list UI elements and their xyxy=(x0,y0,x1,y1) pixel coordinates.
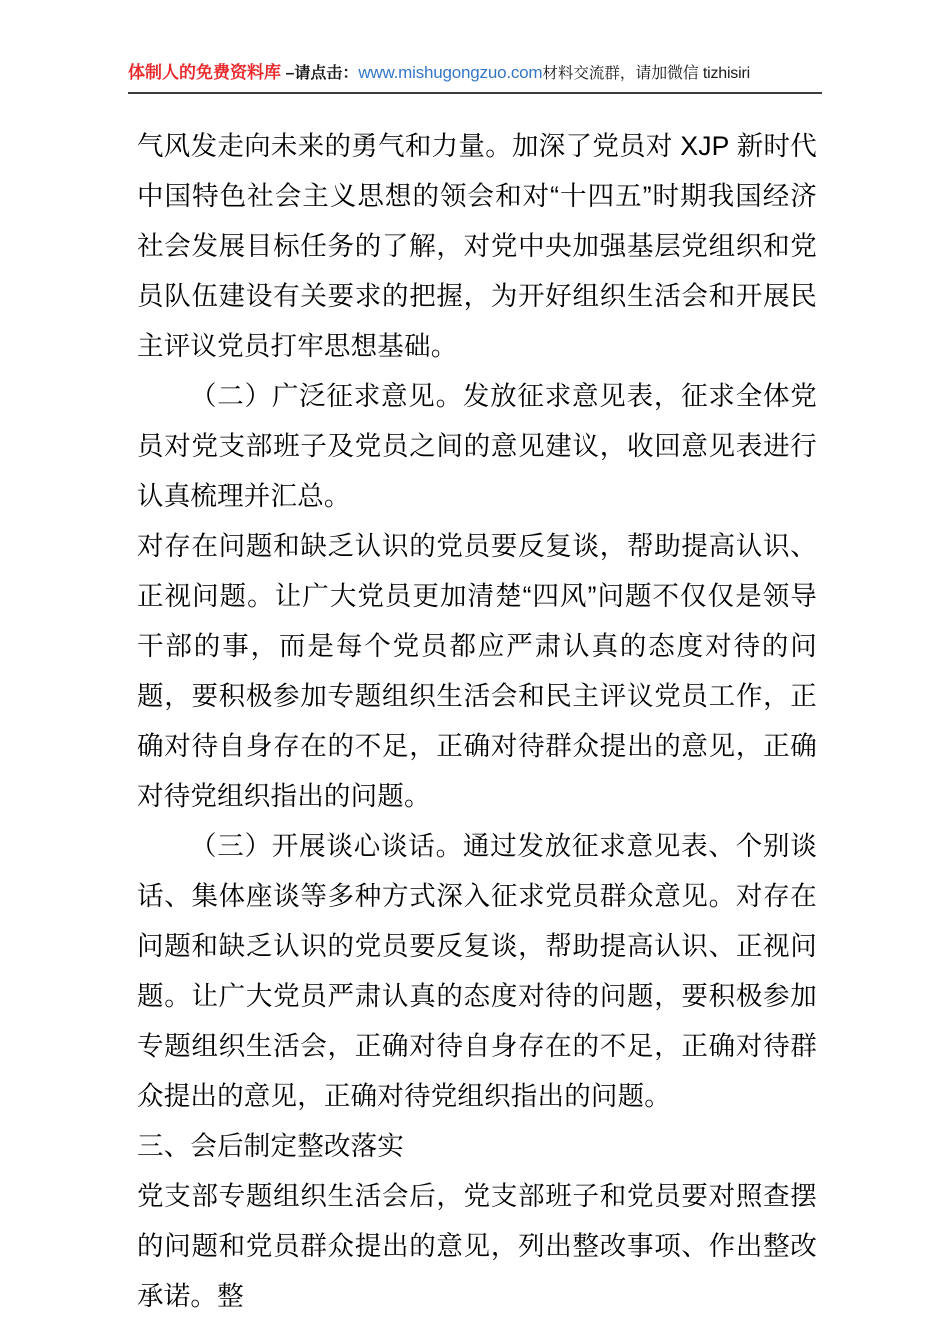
body-paragraph: （二）广泛征求意见。发放征求意见表，征求全体党员对党支部班子及党员之间的意见建议，收回意见表进行认真梳理并汇总。 xyxy=(137,381,817,511)
document-body xyxy=(137,121,817,1321)
wechat-label: 请加微信 tizhisiri xyxy=(635,65,750,82)
header-divider xyxy=(128,92,822,94)
section-heading: 三、会后制定整改落实 xyxy=(137,1131,404,1161)
group-label: 材料交流群， xyxy=(542,65,636,82)
body-paragraph: 党支部专题组织生活会后，党支部班子和党员要对照查摆的问题和党员群众提出的意见，列出整改事项、作出整改承诺。整 xyxy=(137,1181,817,1311)
brand-label: 体制人的免费资料库 xyxy=(128,63,281,82)
body-paragraph: 气风发走向未来的勇气和力量。加深了党员对 XJP 新时代中国特色社会主义思想的领会和对“十四五”时期我国经济社会发展目标任务的了解，对党中央加强基层党组织和党员队伍建设有关要求的把握，为开好组织生活会和开展民主评议党员打牢思想基础。 xyxy=(137,131,817,361)
promo-header xyxy=(128,58,822,94)
body-paragraph: 对存在问题和缺乏认识的党员要反复谈，帮助提高认识、正视问题。让广大党员更加清楚“四风”问题不仅仅是领导干部的事，而是每个党员都应严肃认真的态度对待的问题，要积极参加专题组织生活会和民主评议党员工作，正确对待自身存在的不足，正确对待群众提出的意见，正确对待党组织指出的问题。 xyxy=(137,531,817,811)
promo-header-line xyxy=(128,58,822,89)
website-link[interactable]: www.mishugongzuo.com xyxy=(358,63,543,82)
body-paragraph: （三）开展谈心谈话。通过发放征求意见表、个别谈话、集体座谈等多种方式深入征求党员群众意见。对存在问题和缺乏认识的党员要反复谈，帮助提高认识、正视问题。让广大党员严肃认真的态度对待的问题，要积极参加专题组织生活会，正确对待自身存在的不足，正确对待群众提出的意见，正确对待党组织指出的问题。 xyxy=(137,831,817,1111)
click-prompt-label: –请点击： xyxy=(281,65,359,82)
